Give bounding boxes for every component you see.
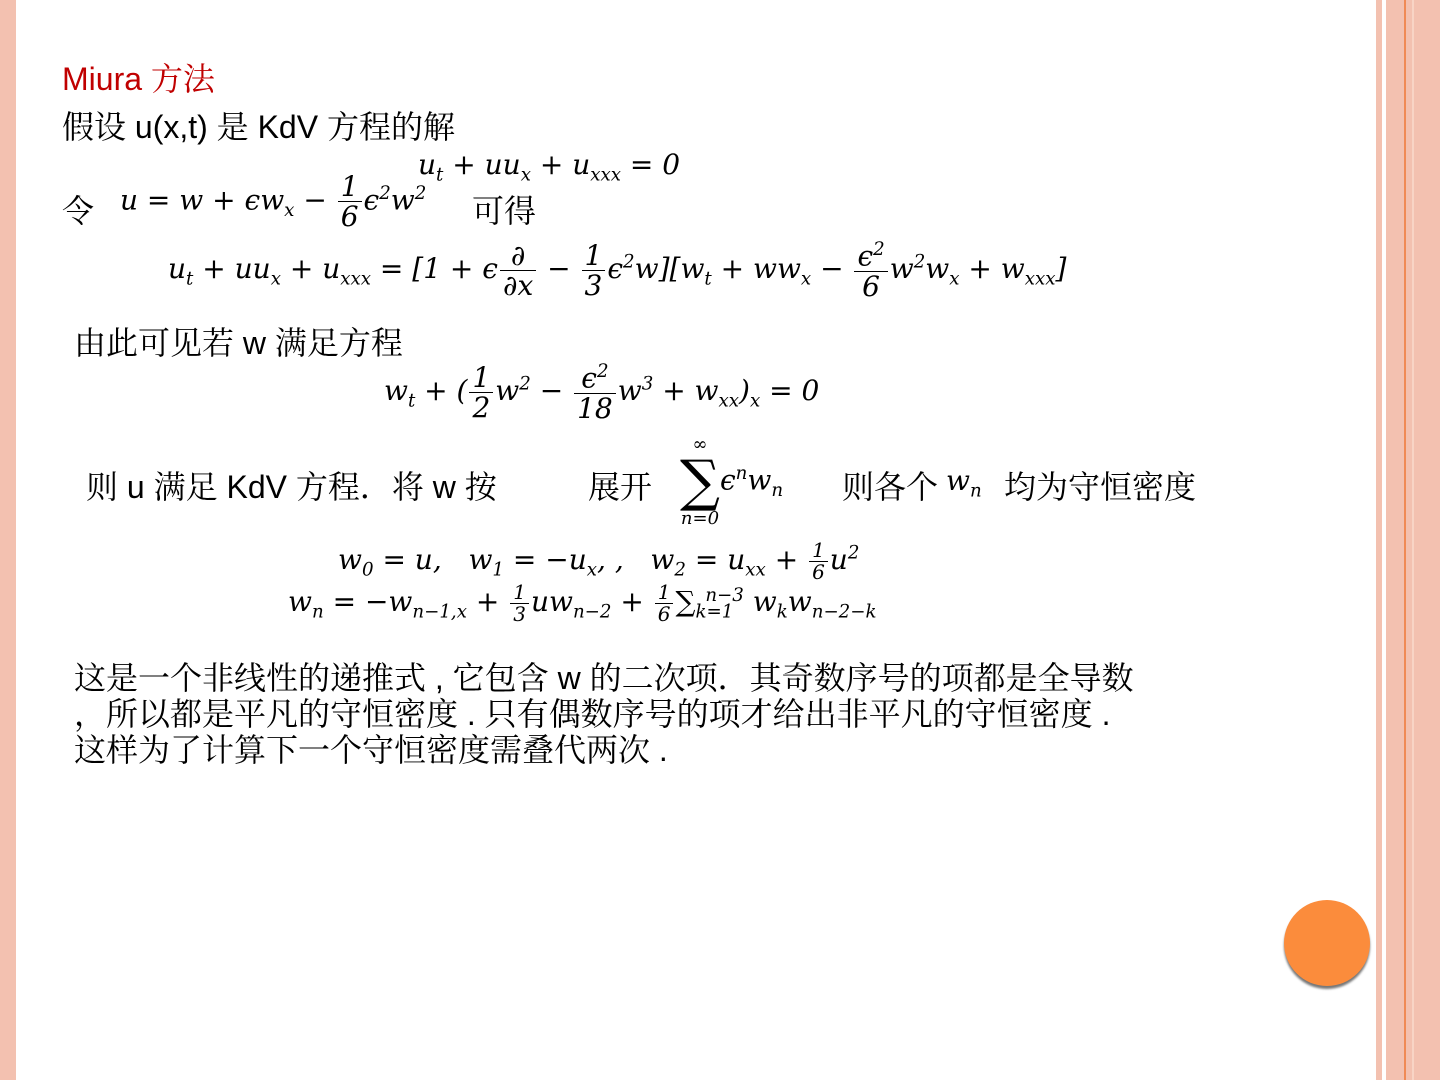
recursion-equation: $w_n = -w_{n-1,x}$ + $\frac{1}{3}$ $uw_{n-2}$ + $\frac{1}{6}$ $\sum_{k=1}^{n-3}$ $w_kw_{n-2-k}$ <box>288 580 877 626</box>
factored-equation: $u_t + uu_x + u_{xxx} = [1 + \epsilon$ $\frac{\partial}{\partial x}$ − $\frac{1}{3}$ $\epsilon^2w][w_t + ww_x$ − $\frac{\epsilon^2}{6}$ $w^2w_x + w_{xxx}$] <box>168 238 1067 303</box>
series-expansion: ∞ ∑ n=0 $\epsilon^nw_n$ <box>680 434 784 529</box>
right-frame-line <box>1404 0 1406 1080</box>
kdv-equation: $u_t + uu_x + u_{xxx} = 0$ <box>418 148 681 186</box>
wn-symbol: $w_n$ <box>946 464 982 502</box>
paragraph-line: ，所以都是平凡的守恒密度 . 只有偶数序号的项才给出非平凡的守恒密度 . <box>74 696 1111 732</box>
paragraph-line: 这是一个非线性的递推式 , 它包含 w 的二次项．其奇数序号的项都是全导数 <box>74 660 1134 696</box>
intro-line: 假设 u(x,t) 是 KdV 方程的解 <box>62 109 455 145</box>
paragraph-line: 这样为了计算下一个守恒密度需叠代两次 . <box>74 732 668 768</box>
expansion-line-d: 均为守恒密度 <box>1004 469 1197 505</box>
decorative-circle <box>1284 900 1370 986</box>
ling-label: 令 <box>62 193 95 229</box>
kede-label: 可得 <box>472 193 537 229</box>
condition-line: 由此可见若 w 满足方程 <box>74 325 403 361</box>
miura-transform-equation: $u = w + \epsilon w_x$ − $\frac{1}{6}$ $\epsilon^2w^2$ <box>120 170 427 234</box>
slide-title: Miura 方法 <box>62 61 215 97</box>
right-frame-line-light <box>1412 0 1414 1080</box>
right-frame-stripe <box>1376 0 1382 1080</box>
initial-terms-equation: $w_0 = u$, $w_1 = -u_x$, , $w_2 = u_{xx}$ + $\frac{1}{6}$ $u^2$ <box>338 538 860 584</box>
left-frame-stripe <box>0 0 16 1080</box>
expansion-line-b: 展开 <box>588 469 653 505</box>
expansion-line-a: 则 u 满足 KdV 方程．将 w 按 <box>86 469 497 505</box>
gardner-equation: $w_t$ + ( $\frac{1}{2}$ $w^2$ − $\frac{\epsilon^2}{18}$ $w^3 + w_{xx})_x = 0$ <box>384 360 820 425</box>
expansion-line-c: 则各个 <box>842 469 939 505</box>
closing-paragraph <box>74 660 1134 768</box>
